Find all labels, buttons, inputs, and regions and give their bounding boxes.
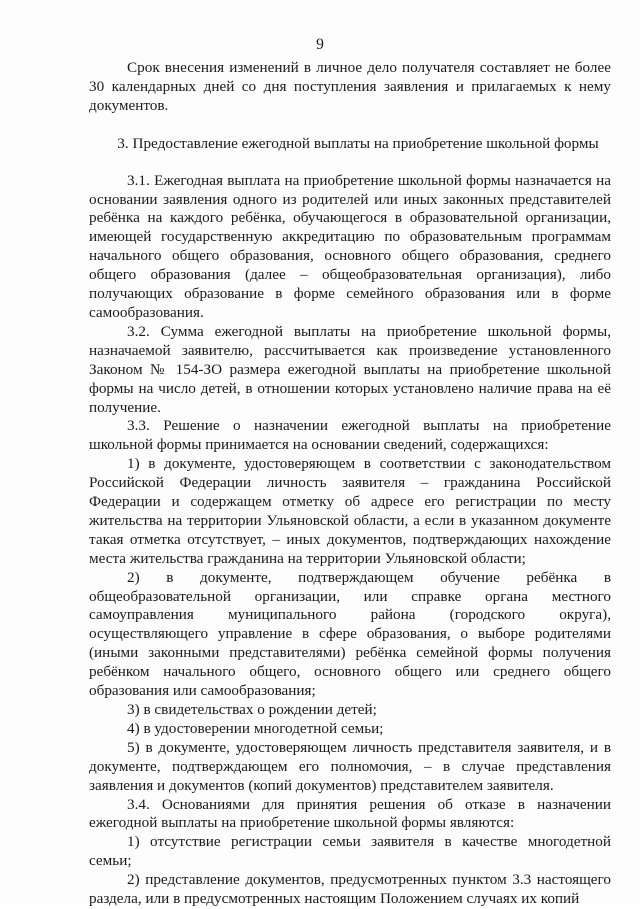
list-item-3-3-5: 5) в документе, удостоверяющем личность представителя заявителя, и в документе, подтверждающем его полномочия, – в случае представления заявления и документов (копий документов) представителем заявителя. [89, 738, 611, 794]
paragraph-intro: Срок внесения изменений в личное дело получателя составляет не более 30 календарных дней со дня поступления заявления и прилагаемых к нему документов. [89, 59, 611, 114]
list-item-3-4-1: 1) отсутствие регистрации семьи заявителя в качестве многодетной семьи; [89, 833, 611, 870]
paragraph-3-4: 3.4. Основаниями для принятия решения об отказе в назначении ежегодной выплаты на приобретение школьной формы являются: [89, 795, 611, 832]
list-item-3-3-3: 3) в свидетельствах о рождении детей; [127, 701, 377, 718]
list-item-3-4-2: 2) представление документов, предусмотренных пунктом 3.3 настоящего раздела, или в предусмотренных настоящим Положением случаях их копий [89, 871, 611, 908]
document-body [89, 59, 611, 909]
list-item-3-3-1: 1) в документе, удостоверяющем в соответствии с законодательством Российской Федерации личность заявителя – гражданина Российской Федерации и содержащем отметку об адресе его регистрации по месту жительства на территории Ульяновской области, а если в указанном документе такая отметка отсутствует, – иных документов, подтверждающих нахождение места жительства гражданина на территории Ульяновской области; [89, 455, 611, 567]
section-heading: 3. Предоставление ежегодной выплаты на приобретение школьной формы [117, 134, 599, 152]
page-number: 9 [316, 36, 324, 53]
list-item-3-3-2: 2) в документе, подтверждающем обучение ребёнка в общеобразовательной организации, или справке органа местного самоуправления муниципального района (городского округа), осуществляющего управление в сфере образования, о выборе родителями (иными законными представителями) ребёнка семейной формы получения ребёнком начального общего, основного общего или среднего общего образования или самообразования; [89, 568, 611, 700]
paragraph-3-1: 3.1. Ежегодная выплата на приобретение школьной формы назначается на основании заявления одного из родителей или иных законных представителей ребёнка на каждого ребёнка, обучающегося в образовательной организации, имеющей государственную аккредитацию по образовательным программам начального общего образования, основного общего образования, среднего общего образования (далее – общеобразовательная организация), либо получающих образование в форме семейного образования или в форме самообразования. [89, 171, 611, 321]
paragraph-3-2: 3.2. Сумма ежегодной выплаты на приобретение школьной формы, назначаемой заявителю, рассчитывается как произведение установленного Законом № 154-ЗО размера ежегодной выплаты на приобретение школьной формы на число детей, в отношении которых установлено наличие права на её получение. [89, 322, 611, 416]
list-item-3-3-4: 4) в удостоверении многодетной семьи; [127, 719, 384, 737]
paragraph-3-3: 3.3. Решение о назначении ежегодной выплаты на приобретение школьной формы принимается на основании сведений, содержащихся: [89, 417, 611, 454]
